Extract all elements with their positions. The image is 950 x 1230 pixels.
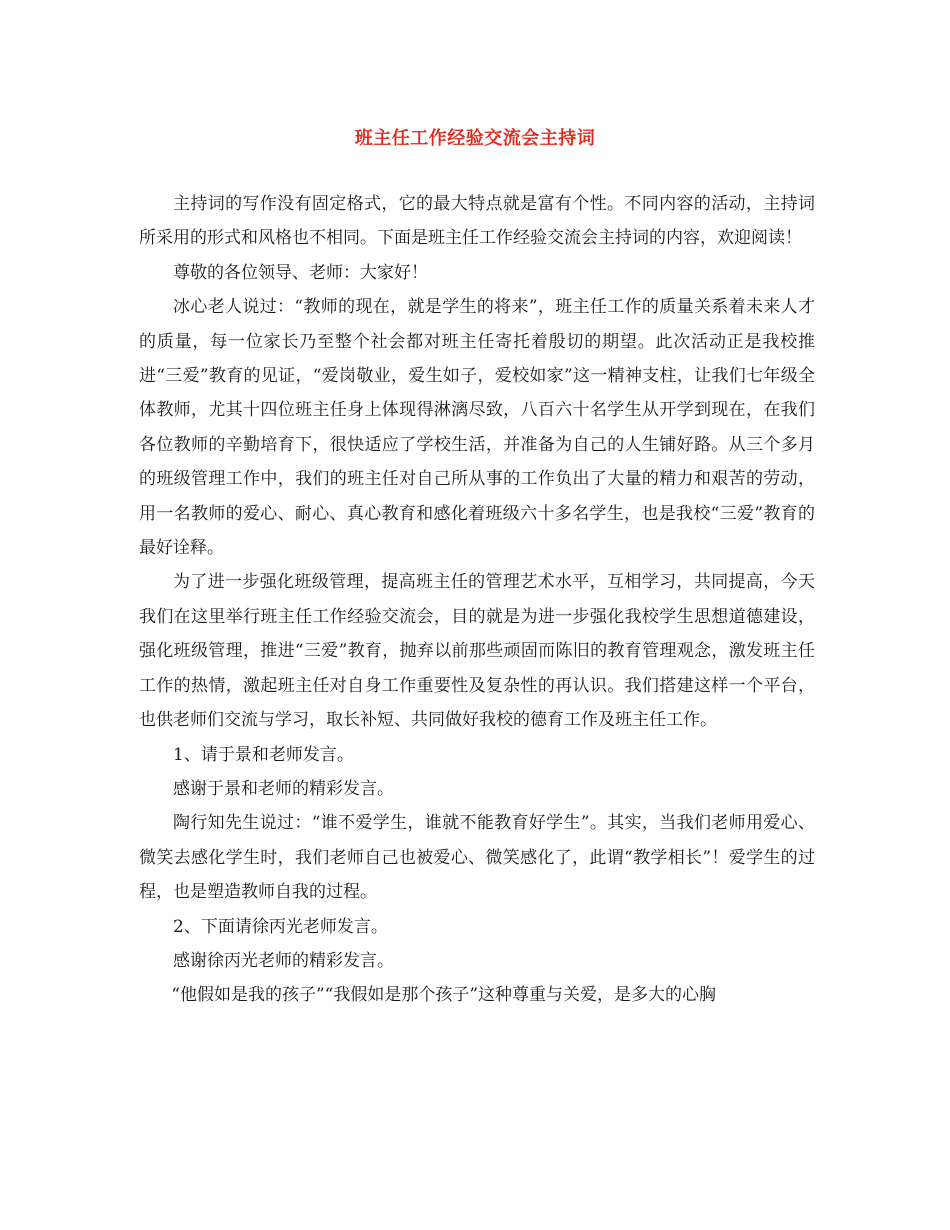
paragraph-greeting: 尊敬的各位领导、老师：大家好！ — [173, 262, 428, 283]
paragraph-purpose: 为了进一步强化班级管理，提高班主任的管理艺术水平，互相学习，共同提高，今天我们在这里举行班主任工作经验交流会，目的就是为进一步强化我校学生思想道德建设，强化班级管理，推进“三爱”教育，抛弃以前那些顽固而陈旧的教育管理观念，激发班主任工作的热情，激起班主任对自身工作重要性及复杂性的再认识。我们搭建这样一个平台，也供老师们交流与学习，取长补短、共同做好我校的德育工作及班主任工作。 — [139, 572, 815, 731]
document-title: 班主任工作经验交流会主持词 — [354, 128, 596, 149]
paragraph-intro: 主持词的写作没有固定格式，它的最大特点就是富有个性。不同内容的活动，主持词所采用的形式和风格也不相同。下面是班主任工作经验交流会主持词的内容，欢迎阅读！ — [139, 194, 815, 249]
document-body — [139, 187, 815, 1013]
paragraph-speaker-1: 1、请于景和老师发言。 — [173, 744, 354, 765]
paragraph-thanks-2: 感谢徐丙光老师的精彩发言。 — [173, 950, 394, 971]
paragraph-bingxin-quote: 冰心老人说过：“教师的现在，就是学生的将来”，班主任工作的质量关系着未来人才的质量，每一位家长乃至整个社会都对班主任寄托着殷切的期望。此次活动正是我校推进“三爱”教育的见证，“爱岗敬业，爱生如子，爱校如家”这一精神支柱，让我们七年级全体教师，尤其十四位班主任身上体现得淋漓尽致，八百六十名学生从开学到现在，在我们各位教师的辛勤培育下，很快适应了学校生活，并准备为自己的人生铺好路。从三个多月的班级管理工作中，我们的班主任对自己所从事的工作负出了大量的精力和艰苦的劳动，用一名教师的爱心、耐心、真心教育和感化着班级六十多名学生，也是我校“三爱”教育的最好诠释。 — [139, 297, 815, 559]
paragraph-respect: “他假如是我的孩子”“我假如是那个孩子”这种尊重与关爱，是多大的心胸 — [171, 985, 717, 1006]
paragraph-thanks-1: 感谢于景和老师的精彩发言。 — [173, 778, 394, 799]
paragraph-speaker-2: 2、下面请徐丙光老师发言。 — [173, 916, 388, 937]
paragraph-tao-quote: 陶行知先生说过：“谁不爱学生，谁就不能教育好学生”。其实，当我们老师用爱心、微笑去感化学生时，我们老师自己也被爱心、微笑感化了，此谓“教学相长”！爱学生的过程，也是塑造教师自我的过程。 — [139, 813, 815, 903]
